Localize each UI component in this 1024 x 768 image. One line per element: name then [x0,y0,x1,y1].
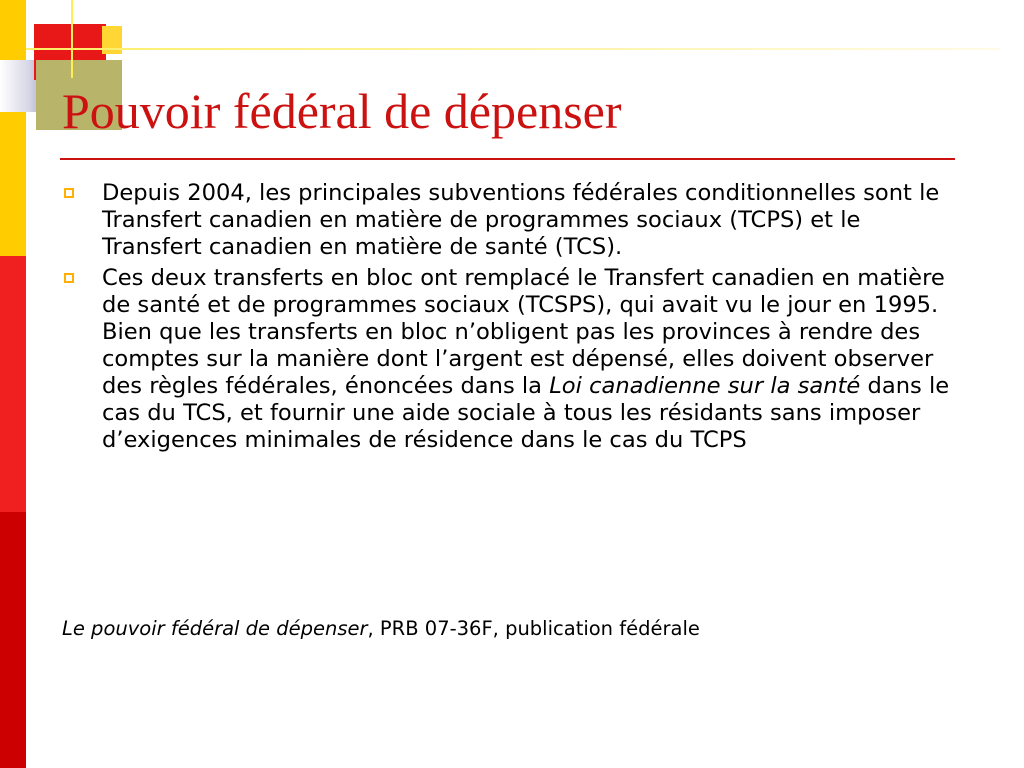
hollow-square-bullet-icon [64,188,74,198]
bullet-list [62,180,962,458]
source-details: , PRB 07-36F, publication fédérale [367,617,700,640]
slide-title: Pouvoir fédéral de dépenser [62,83,622,139]
decorative-horizontal-line [26,48,1000,50]
side-bar-yellow [0,0,26,256]
hollow-square-bullet-icon [64,273,74,283]
bullet-text-italic: Loi canadienne sur la santé [549,373,861,399]
bullet-text: Ces deux transferts en bloc ont remplacé le Transfert canadien en matière de santé et de programmes sociaux (TCSPS), qui avait vu le jour en 1995. Bien que les transferts en bloc n’obligent pas les provinces à rendre des comptes sur la manière dont l’argent est dépensé, elles doivent observer des règles fédérales, énoncées dans la [102,265,945,399]
bullet-item-2 [62,265,962,454]
bullet-text-continued: dans le cas du TCS, et fournir une aide sociale à tous les résidants sans imposer d’exigences minimales de résidence dans le cas du TCPS [102,373,950,453]
decorative-vertical-line [71,0,73,78]
bullet-text: Depuis 2004, les principales subventions fédérales conditionnelles sont le Transfert canadien en matière de programmes sociaux (TCPS) et le Transfert canadien en matière de santé (TCS). [102,180,940,260]
source-citation [62,617,700,640]
side-bar-red [0,256,26,512]
source-title: Le pouvoir fédéral de dépenser [62,617,368,640]
title-underline [60,158,955,160]
bullet-item-1 [62,180,962,261]
side-bar-dark-red [0,512,26,768]
